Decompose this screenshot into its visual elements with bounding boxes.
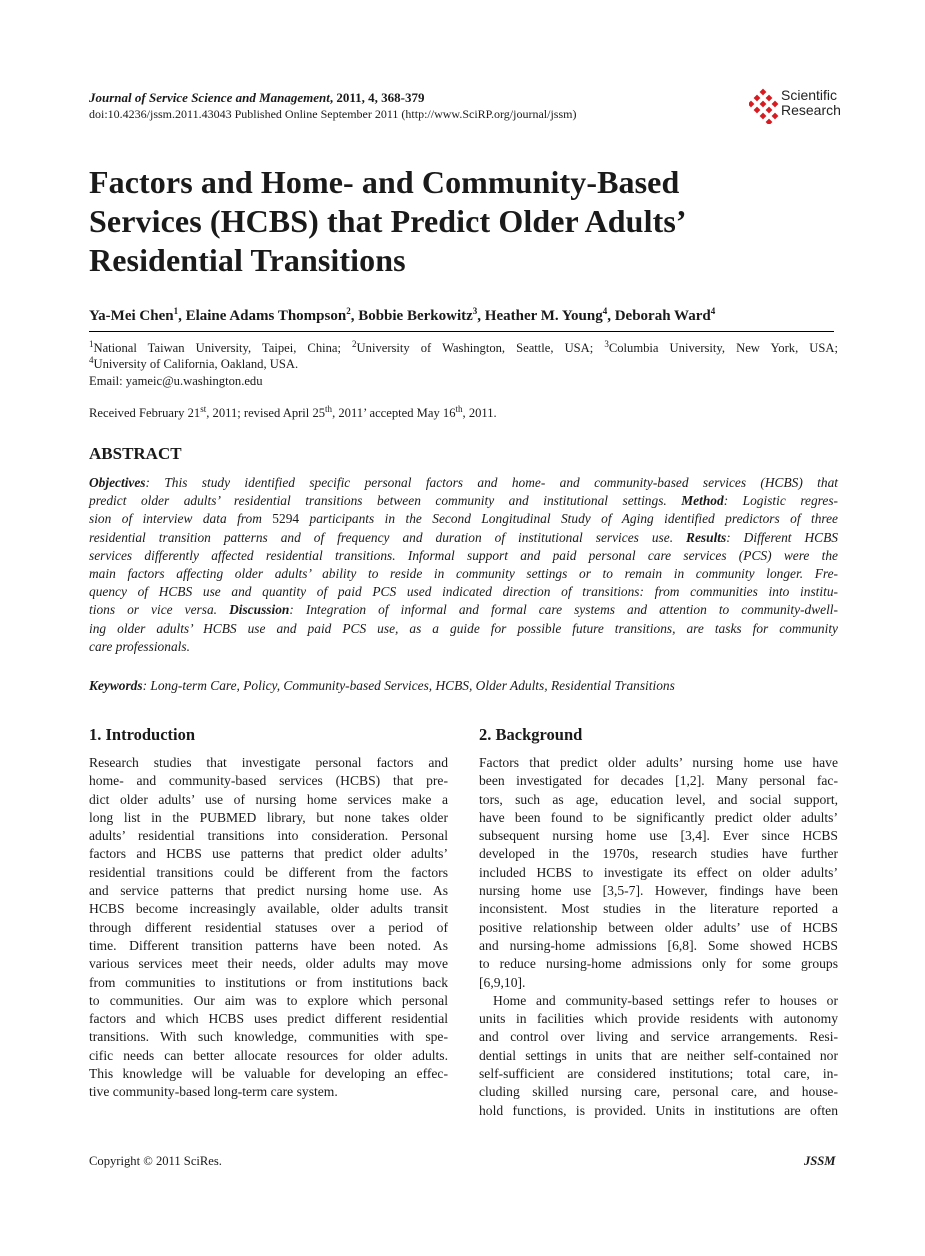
affiliation-text: Columbia University, New York, USA; xyxy=(608,341,838,355)
abstract-label: Discussion xyxy=(229,602,290,618)
affiliation-line xyxy=(89,354,299,372)
body-text-line: have been found to be significantly predict older adults’ xyxy=(479,809,838,825)
affiliation-mark: 1 xyxy=(89,338,94,349)
logo-diamond-shape xyxy=(772,101,779,108)
author-separator: , xyxy=(350,308,359,324)
abstract-line xyxy=(89,601,838,619)
keywords-label: Keywords xyxy=(89,678,143,693)
body-text-line: developed in the 1970s, research studies have further xyxy=(479,846,838,862)
affiliation-text: University of California, Oakland, USA. xyxy=(93,357,299,371)
body-text-line: and nursing-home admissions [6,8]. Some showed HCBS xyxy=(479,937,838,953)
abstract-line xyxy=(89,620,838,638)
body-text-line: tors, such as age, education level, and social support, xyxy=(479,791,838,807)
logo-diamond-shape xyxy=(754,107,761,114)
keywords-line xyxy=(89,678,675,694)
received-text: , 2011. xyxy=(462,406,497,420)
abstract-text: : This study identified specific personal factors and home- and community-based services ( xyxy=(145,475,765,490)
logo-diamond-shape xyxy=(766,95,773,102)
abstract-text: ) that xyxy=(798,475,838,490)
author-affiliation-mark: 3 xyxy=(472,306,478,316)
received-text: , 2011; revised April 25 xyxy=(206,406,326,420)
abstract-line xyxy=(89,547,838,565)
body-text-line: cific needs can better allocate resources for older adults. xyxy=(89,1047,448,1063)
author-divider xyxy=(89,331,834,332)
abstract-label: Objectives xyxy=(89,475,146,490)
body-text-line: dential settings in units that are neither self-contained nor xyxy=(479,1047,838,1063)
author-affiliation-mark: 4 xyxy=(710,306,716,316)
abstract-text: sion of interview data from xyxy=(89,511,273,527)
abstract-text: services differently affected residential transitions. Informal support and paid personal care services ( xyxy=(89,547,744,563)
abstract-heading: ABSTRACT xyxy=(89,444,182,463)
keywords-text: : Long-term Care, Policy, Community-based Services, HCBS, Older Adults, Residential Transitions xyxy=(142,678,675,693)
abstract-text: ) were the xyxy=(767,547,839,563)
body-text-line: adults’ residential transitions into consideration. Personal xyxy=(89,828,448,844)
paper-title xyxy=(89,163,849,280)
abstract-label: Method xyxy=(681,493,724,509)
abstract-text: tions or vice versa. xyxy=(89,602,230,618)
title-line: Residential Transitions xyxy=(89,242,406,278)
body-text-line: to communities. Our aim was to explore which personal xyxy=(89,992,448,1008)
body-text-line: residential transitions could be different from the factors xyxy=(89,864,448,880)
introduction-heading: 1. Introduction xyxy=(89,725,196,744)
body-text-line: through different residential statuses over a period of xyxy=(89,919,448,935)
body-text-line: units in facilities which provide residents with autonomy xyxy=(479,1011,838,1027)
body-text-line: from communities to institutions or from institutions back xyxy=(89,974,448,990)
body-text-line: subsequent nursing home use [3,4]. Ever since HCBS xyxy=(479,828,838,844)
abstract-label: Results xyxy=(686,529,727,545)
body-text-line: been investigated for decades [1,2]. Many personal fac- xyxy=(479,773,838,789)
logo-diamond-shape xyxy=(754,95,761,102)
abstract-text: 5294 xyxy=(272,511,300,527)
author-separator: , xyxy=(607,308,615,324)
abstract-text: care professionals. xyxy=(89,638,190,654)
abstract-text: ing older adults’ HCBS use and paid PCS use, as a guide for possible future transitions, are tasks for community xyxy=(89,620,838,636)
author-name: Bobbie Berkowitz xyxy=(358,308,473,324)
logo-diamond-shape xyxy=(749,101,754,108)
affiliation-mark: 4 xyxy=(89,354,94,365)
contact-email: Email: yameic@u.washington.edu xyxy=(89,374,263,388)
doi-line: doi:10.4236/jssm.2011.43043 Published Online September 2011 (http://www.SciRP.org/journal/jssm) xyxy=(89,107,577,121)
abstract-text: residential transition patterns and of frequency and duration of institutional services use. xyxy=(89,529,687,545)
author-affiliation-mark: 2 xyxy=(346,306,351,316)
affiliation-mark: 3 xyxy=(604,338,609,349)
abstract-text: predict older adults’ residential transitions between community and institutional settings. xyxy=(89,493,682,509)
author-affiliation-mark: 4 xyxy=(602,306,608,316)
abstract-line xyxy=(89,565,838,583)
body-text-line: HCBS become increasingly available, older adults transit xyxy=(89,901,448,917)
logo-line-1: Scientific xyxy=(781,87,838,103)
abstract-line xyxy=(89,474,838,492)
abstract-line xyxy=(89,492,838,510)
body-text-line: various services meet their needs, older adults may move xyxy=(89,956,448,972)
ordinal-suffix: st xyxy=(200,403,207,414)
received-text: , 2011’ accepted May 16 xyxy=(332,406,456,420)
journal-name: Journal of Service Science and Management xyxy=(89,90,330,105)
body-text-line: and service patterns that predict nursing home use. As xyxy=(89,883,448,899)
ordinal-suffix: th xyxy=(325,403,333,414)
body-text-line: long list in the PUBMED library, but none takes older xyxy=(89,809,448,825)
journal-volume: , 2011, 4, 368-379 xyxy=(329,90,425,105)
logo-diamond-shape xyxy=(772,113,779,120)
author-separator: , xyxy=(178,308,186,324)
author-list xyxy=(89,308,715,325)
logo-line-2: Research xyxy=(781,102,841,118)
body-text-line: [6,9,10]. xyxy=(479,974,526,990)
body-text-line: This knowledge will be valuable for developing an effec- xyxy=(89,1066,448,1082)
logo-diamond-shape xyxy=(760,113,767,120)
body-text-line: tive community-based long-term care system. xyxy=(89,1084,338,1100)
body-text-line: and control over living and service arrangements. Resi- xyxy=(479,1029,838,1045)
body-text-line: Home and community-based settings refer to houses or xyxy=(493,992,838,1008)
affiliation-mark: 2 xyxy=(352,338,357,349)
publisher-logo-text xyxy=(781,88,841,118)
abstract-text: HCBS xyxy=(764,475,799,490)
abstract-line xyxy=(89,510,838,528)
background-body xyxy=(479,754,838,1120)
footer-journal-abbr: JSSM xyxy=(804,1154,836,1168)
body-text-line: nursing home use [3,5-7]. However, findings have been xyxy=(479,883,838,899)
affiliation-text: National Taiwan University, Taipei, China; xyxy=(93,341,353,355)
footer-copyright: Copyright © 2011 SciRes. xyxy=(89,1154,222,1168)
body-text-line: factors and HCBS use patterns that predict older adults’ xyxy=(89,846,448,862)
received-dates xyxy=(89,403,497,421)
body-text-line: to reduce nursing-home admissions only for some groups xyxy=(479,956,838,972)
logo-diamond-shape xyxy=(760,101,767,108)
received-text: Received February 21 xyxy=(89,406,201,420)
abstract-text: quency of HCBS use and quantity of paid PCS used indicated direction of transitions: from communities into institu- xyxy=(89,584,838,600)
body-text-line: time. Different transition patterns have been noted. As xyxy=(89,937,448,953)
logo-diamond-shape xyxy=(766,119,773,124)
introduction-body xyxy=(89,754,448,1102)
abstract-line xyxy=(89,529,838,547)
abstract-text: : Different HCBS xyxy=(726,529,838,545)
body-text-line: factors and which HCBS uses predict different residential xyxy=(89,1011,448,1027)
body-text-line: inconsistent. Most studies in the literature reported a xyxy=(479,901,838,917)
body-text-line: hold functions, is provided. Units in institutions are often xyxy=(479,1102,838,1118)
title-line: Services (HCBS) that Predict Older Adults’ xyxy=(89,203,687,239)
logo-diamond-shape xyxy=(760,89,767,96)
abstract-text: : Logistic regres- xyxy=(723,493,838,509)
title-line: Factors and Home- and Community-Based xyxy=(89,164,680,200)
affiliation-line xyxy=(89,338,838,356)
body-text-line: home- and community-based services (HCBS) that pre- xyxy=(89,773,448,789)
affiliation-text: University of Washington, Seattle, USA; xyxy=(356,341,605,355)
abstract-text: main factors affecting older adults’ ability to reside in community settings or to remain in community longer. Fre- xyxy=(89,565,838,581)
author-name: Elaine Adams Thompson xyxy=(185,308,347,324)
abstract-line xyxy=(89,638,838,656)
logo-diamond-shape xyxy=(766,107,773,114)
body-text-line: dict older adults’ use of nursing home services make a xyxy=(89,791,448,807)
body-text-line: cluding skilled nursing care, personal care, and house- xyxy=(479,1084,838,1100)
abstract-line xyxy=(89,583,838,601)
author-name: Deborah Ward xyxy=(614,308,711,324)
abstract-text: PCS xyxy=(743,547,768,563)
journal-citation xyxy=(89,90,424,106)
author-affiliation-mark: 1 xyxy=(173,306,179,316)
abstract-text: : Integration of informal and formal care systems and attention to community-dwell- xyxy=(289,602,838,618)
abstract-body xyxy=(89,474,838,656)
author-name: Ya-Mei Chen xyxy=(89,308,174,324)
body-text-line: Research studies that investigate personal factors and xyxy=(89,755,448,770)
body-text-line: positive relationship between older adults’ use of HCBS xyxy=(479,919,838,935)
body-text-line: included HCBS to investigate its effect on older adults’ xyxy=(479,864,838,880)
background-heading: 2. Background xyxy=(479,725,583,744)
ordinal-suffix: th xyxy=(455,403,463,414)
author-name: Heather M. Young xyxy=(484,308,603,324)
body-text-line: self-sufficient are considered institutions; total care, in- xyxy=(479,1066,838,1082)
body-text-line: Factors that predict older adults’ nursing home use have xyxy=(479,755,838,770)
body-text-line: transitions. With such knowledge, communities with spe- xyxy=(89,1029,448,1045)
abstract-text: participants in the Second Longitudinal Study of Aging identified predictors of three xyxy=(299,511,838,527)
author-separator: , xyxy=(477,308,485,324)
